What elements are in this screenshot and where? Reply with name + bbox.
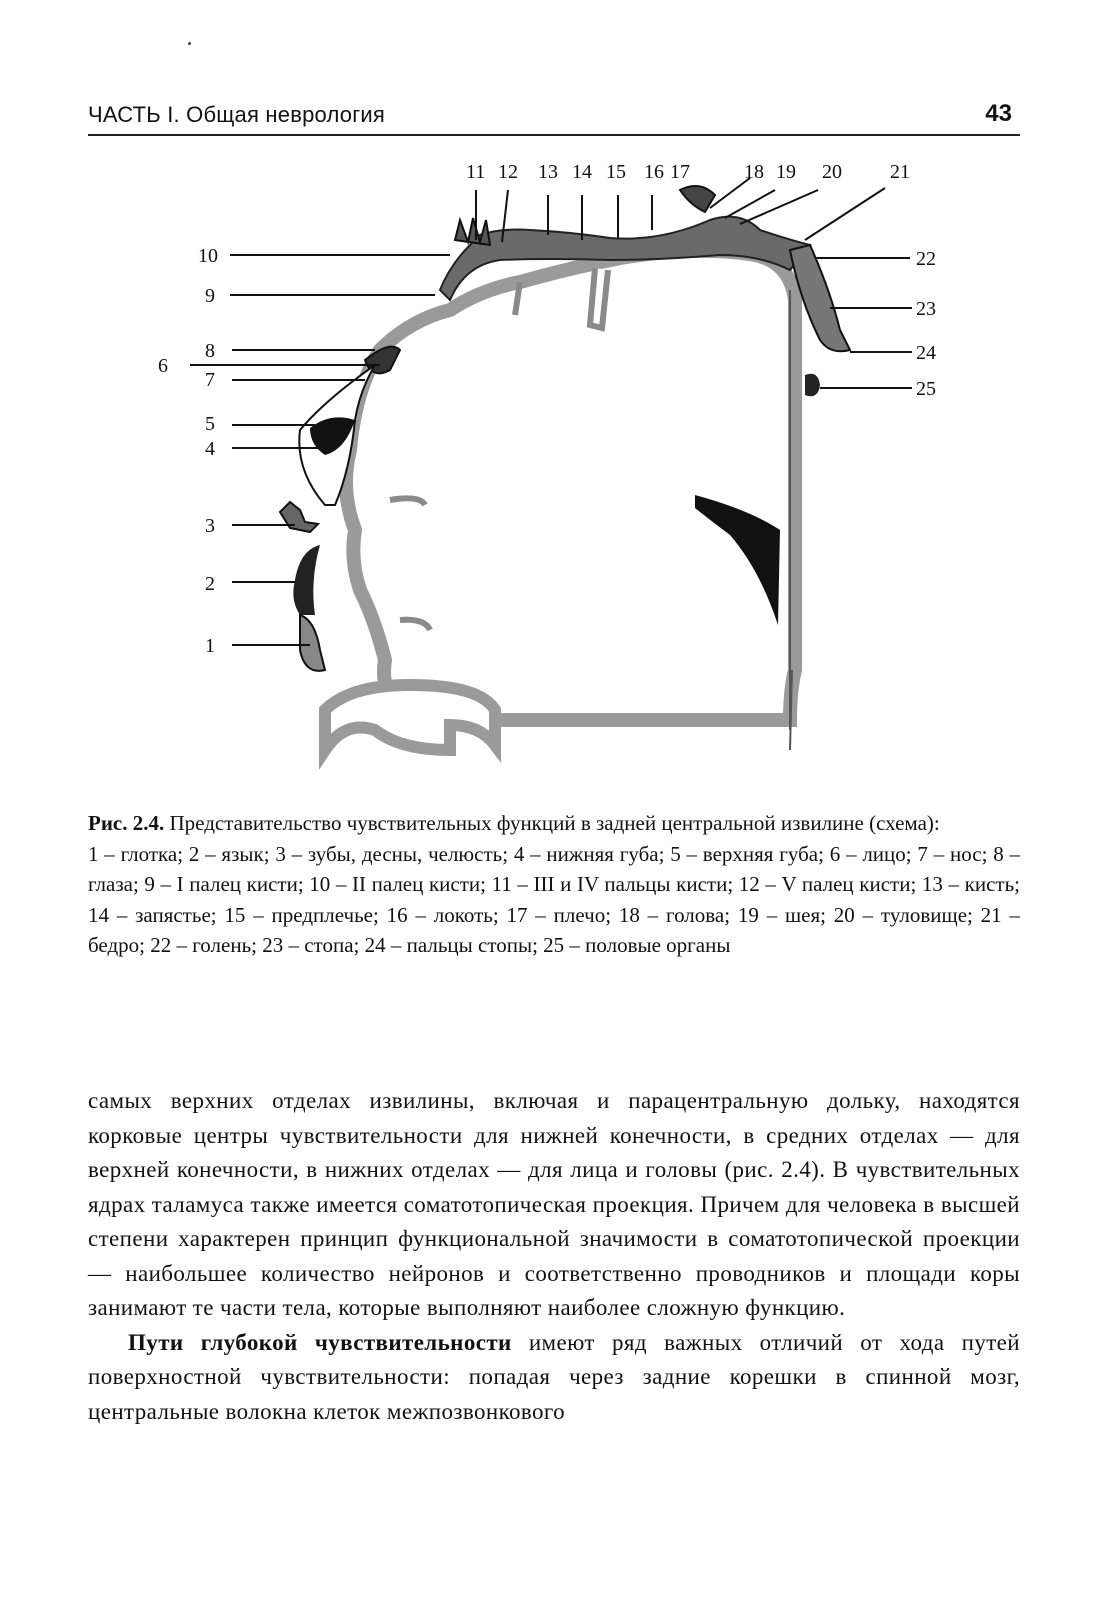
caption-title: Представительство чувствительных функций в задней центральной извилине (схема): [169, 811, 940, 835]
label-19: 19 [776, 161, 796, 183]
label-13: 13 [538, 161, 558, 183]
cortex-section [346, 251, 795, 720]
label-3: 3 [205, 515, 215, 537]
sulcus [590, 268, 608, 328]
label-24: 24 [916, 342, 936, 364]
label-17: 17 [670, 161, 690, 183]
temporal-lobe [325, 685, 495, 750]
genitals [805, 374, 820, 397]
page-number: 43 [985, 100, 1012, 127]
label-25: 25 [916, 378, 936, 400]
body-text [88, 1084, 1020, 1429]
paragraph-2-text: имеют ряд важных отличий от хода путей поверхностной чувствительности: попадая через задние корешки в спинной мозг, центральные волокна клеток межпозвонкового [88, 1329, 1020, 1424]
tongue [293, 545, 320, 615]
label-4: 4 [205, 438, 215, 460]
figure-drawing [150, 150, 980, 780]
scan-speck [188, 42, 191, 45]
running-header [88, 98, 1020, 136]
label-1: 1 [205, 635, 215, 657]
hand-fingers [455, 218, 490, 245]
label-15: 15 [606, 161, 626, 183]
label-2: 2 [205, 573, 215, 595]
label-14: 14 [572, 161, 592, 183]
pharynx [300, 615, 325, 671]
label-20: 20 [822, 161, 842, 183]
shoulder [680, 186, 715, 212]
paragraph-2 [88, 1326, 1020, 1430]
paragraph-1: самых верхних отделах извилины, включая и парацентральную дольку, находятся корковые центры чувствительности для нижней конечности, в средних отделах — для верхней конечности, в нижних отделах — для лица и головы (рис. 2.4). В чувствительных ядрах таламуса также имеется соматотопическая проекция. Причем для человека в высшей степени характерен принцип функциональной значимости в соматотопической проекции — наибольшее количество нейронов и соответственно проводников и площади коры занимают те части тела, которые выполняют наиболее сложную функцию. [88, 1088, 1020, 1320]
label-16: 16 [644, 161, 664, 183]
figure-caption [88, 808, 1020, 961]
label-12: 12 [498, 161, 518, 183]
label-6: 6 [158, 355, 168, 377]
label-9: 9 [205, 285, 215, 307]
label-10: 10 [198, 245, 218, 267]
label-21: 21 [890, 161, 910, 183]
label-23: 23 [916, 298, 936, 320]
paragraph-2-term: Пути глубокой чувствительности [128, 1329, 512, 1355]
label-18: 18 [744, 161, 764, 183]
brain-sensory-homunculus-figure [150, 150, 980, 780]
label-22: 22 [916, 248, 936, 270]
teeth [280, 502, 318, 532]
label-7: 7 [205, 369, 215, 391]
label-11: 11 [466, 161, 486, 183]
label-8: 8 [205, 340, 215, 362]
caption-legend: 1 – глотка; 2 – язык; 3 – зубы, десны, челюсть; 4 – нижняя губа; 5 – верхняя губа; 6 – лицо; 7 – нос; 8 – глаза; 9 – I палец кисти; 10 – II палец кисти; 11 – III и IV пальцы кисти; 12 – V палец кисти; 13 – кисть; 14 – запястье; 15 – предплечье; 16 – локоть; 17 – плечо; 18 – голова; 19 – шея; 20 – туловище; 21 – бедро; 22 – голень; 23 – стопа; 24 – пальцы стопы; 25 – половые органы [88, 841, 1020, 957]
header-title: ЧАСТЬ I. Общая неврология [88, 102, 386, 127]
caption-number: Рис. 2.4. [88, 811, 165, 835]
label-5: 5 [205, 413, 215, 435]
